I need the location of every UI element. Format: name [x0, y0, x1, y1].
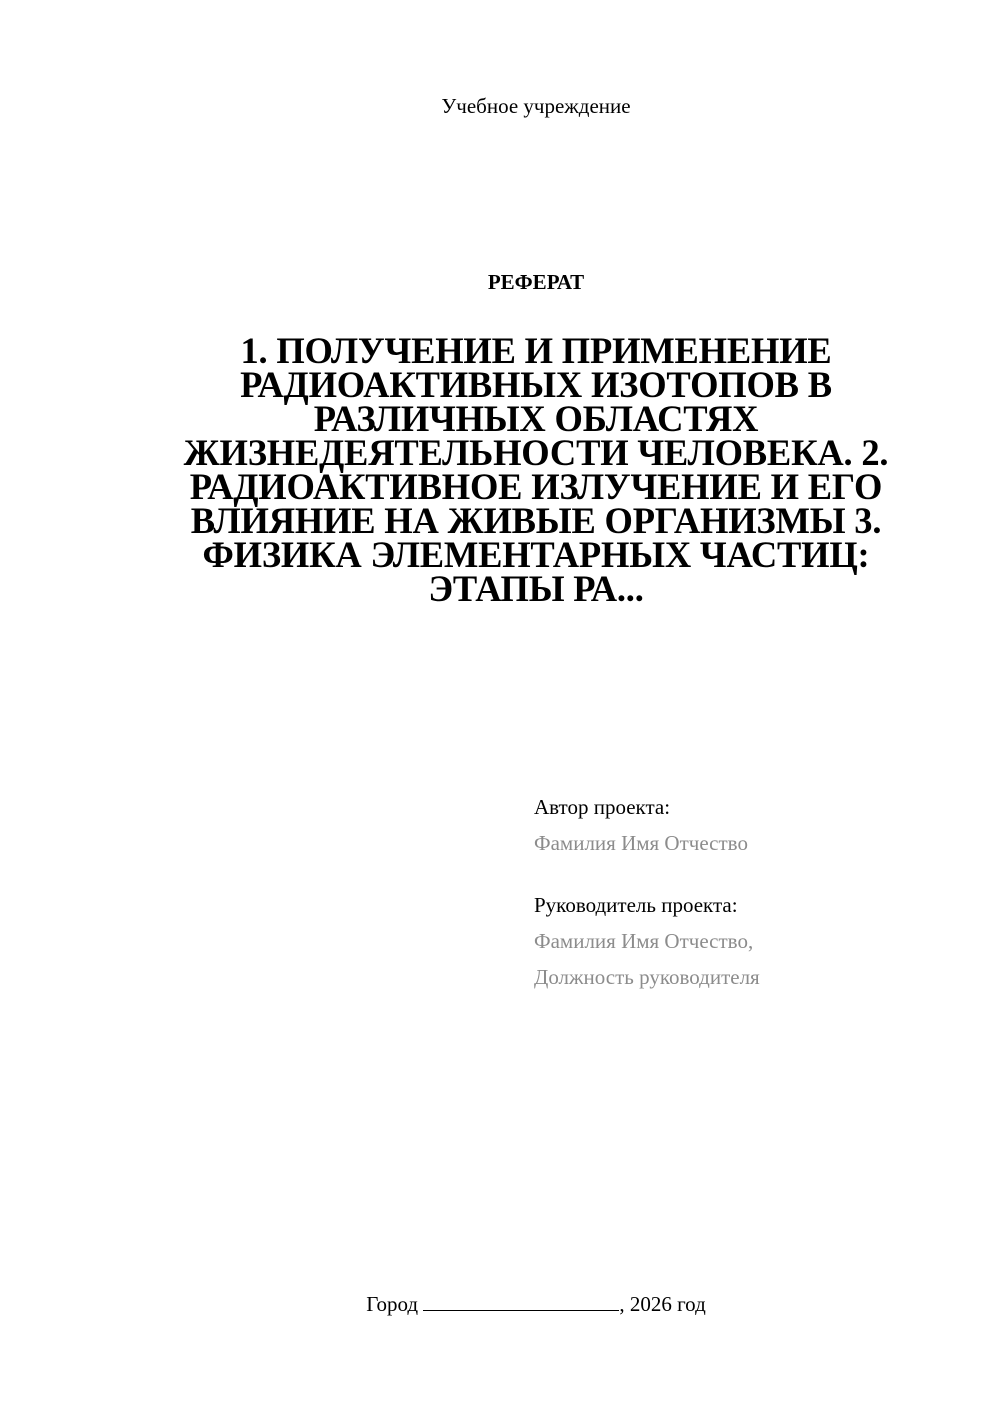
- project-people: [534, 789, 974, 995]
- institution-name: Учебное учреждение: [441, 94, 631, 118]
- supervisor-position: Должность руководителя: [534, 965, 760, 989]
- city-year-line: [0, 1290, 1000, 1318]
- city-blank-line: [423, 1290, 619, 1311]
- city-label: Город: [366, 1292, 419, 1316]
- document-title: 1. ПОЛУЧЕНИЕ И ПРИМЕНЕНИЕ РАДИОАКТИВНЫХ ИЗОТОПОВ В РАЗЛИЧНЫХ ОБЛАСТЯХ ЖИЗНЕДЕЯТЕЛЬНОСТИ ЧЕЛОВЕКА. 2. РАДИОАКТИВНОЕ ИЗЛУЧЕНИЕ И ЕГО ВЛИЯНИЕ НА ЖИВЫЕ ОРГАНИЗМЫ 3. ФИЗИКА ЭЛЕМЕНТАРНЫХ ЧАСТИЦ: ЭТАПЫ РА...: [183, 330, 889, 609]
- author-name: Фамилия Имя Отчество: [534, 831, 748, 855]
- author-label: Автор проекта:: [534, 795, 671, 819]
- year-text: , 2026 год: [619, 1292, 706, 1316]
- document-type: РЕФЕРАТ: [487, 270, 585, 294]
- spacer: [534, 861, 974, 887]
- supervisor-name: Фамилия Имя Отчество,: [534, 929, 754, 953]
- supervisor-label: Руководитель проекта:: [534, 893, 738, 917]
